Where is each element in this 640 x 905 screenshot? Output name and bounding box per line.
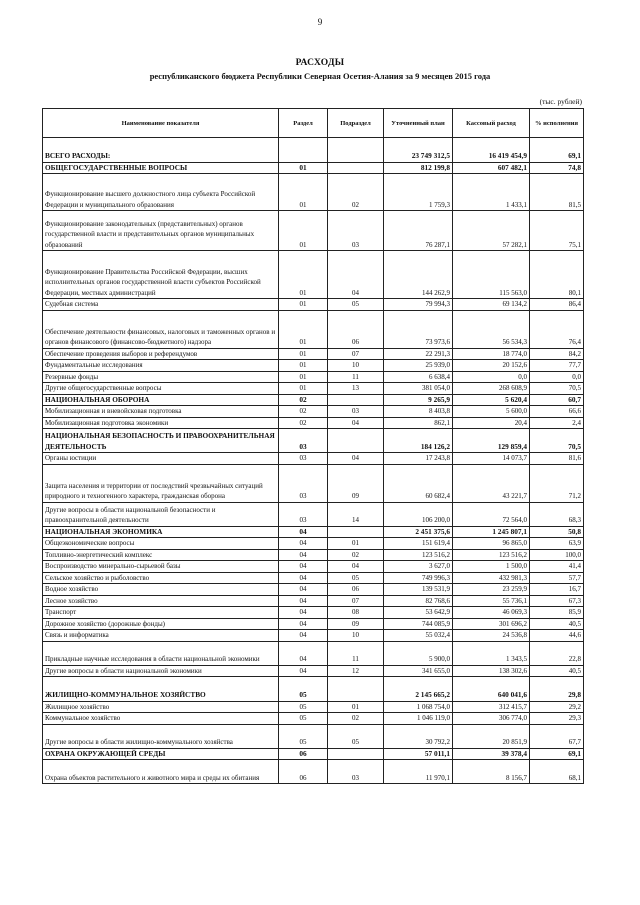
cell-section: 03 — [279, 464, 328, 502]
cell-actual: 129 859,4 — [453, 429, 530, 453]
table-row — [43, 394, 584, 406]
cell-plan: 53 642,9 — [384, 607, 453, 619]
cell-percent: 16,7 — [530, 584, 584, 596]
cell-actual: 24 536,8 — [453, 630, 530, 642]
cell-name: Обеспечение проведения выборов и референдумов — [43, 348, 279, 360]
cell-name: НАЦИОНАЛЬНАЯ ЭКОНОМИКА — [43, 526, 279, 538]
document-subtitle: республиканского бюджета Республики Северная Осетия-Алания за 9 месяцев 2015 года — [149, 71, 491, 81]
cell-subsection: 02 — [328, 713, 384, 725]
cell-percent: 74,8 — [530, 162, 584, 174]
cell-percent: 29,8 — [530, 677, 584, 702]
cell-section: 06 — [279, 748, 328, 760]
table-row — [43, 724, 584, 748]
cell-name: Охрана объектов растительного и животного мира и среды их обитания — [43, 760, 279, 784]
document-title: РАСХОДЫ — [295, 58, 345, 68]
cell-name: Сельское хозяйство и рыболовство — [43, 572, 279, 584]
cell-percent: 40,5 — [530, 618, 584, 630]
cell-subsection: 04 — [328, 453, 384, 465]
table-row — [43, 538, 584, 550]
cell-actual: 96 865,0 — [453, 538, 530, 550]
table-row — [43, 453, 584, 465]
cell-name: Другие вопросы в области национальной экономики — [43, 665, 279, 677]
cell-subsection: 02 — [328, 549, 384, 561]
cell-plan: 76 287,1 — [384, 211, 453, 251]
cell-plan: 82 768,6 — [384, 595, 453, 607]
cell-subsection: 10 — [328, 630, 384, 642]
cell-plan: 8 403,8 — [384, 406, 453, 418]
cell-plan: 1 046 119,0 — [384, 713, 453, 725]
cell-name: Другие вопросы в области жилищно-коммунального хозяйства — [43, 724, 279, 748]
expenditure-table — [42, 108, 584, 784]
cell-percent: 68,1 — [530, 760, 584, 784]
cell-name: Функционирование законодательных (представительных) органов государственной власти и представительных органов муниципальных образований — [43, 211, 279, 251]
cell-percent: 60,7 — [530, 394, 584, 406]
cell-actual: 268 608,9 — [453, 383, 530, 395]
cell-section: 04 — [279, 538, 328, 550]
cell-plan: 22 291,3 — [384, 348, 453, 360]
cell-name: Другие вопросы в области национальной безопасности и правоохранительной деятельности — [43, 502, 279, 526]
cell-percent: 71,2 — [530, 464, 584, 502]
table-row — [43, 464, 584, 502]
cell-plan: 17 243,8 — [384, 453, 453, 465]
cell-subsection: 13 — [328, 383, 384, 395]
cell-name: Дорожное хозяйство (дорожные фонды) — [43, 618, 279, 630]
cell-plan: 5 900,0 — [384, 641, 453, 665]
cell-percent: 22,8 — [530, 641, 584, 665]
cell-actual: 56 534,3 — [453, 310, 530, 348]
cell-name: Резервные фонды — [43, 371, 279, 383]
cell-percent: 75,1 — [530, 211, 584, 251]
cell-plan: 73 973,6 — [384, 310, 453, 348]
cell-subsection: 05 — [328, 299, 384, 311]
cell-percent: 63,9 — [530, 538, 584, 550]
table-row — [43, 348, 584, 360]
cell-actual: 14 073,7 — [453, 453, 530, 465]
cell-actual: 55 736,1 — [453, 595, 530, 607]
cell-subsection: 02 — [328, 174, 384, 211]
cell-percent: 69,1 — [530, 748, 584, 760]
table-row — [43, 251, 584, 299]
cell-actual: 43 221,7 — [453, 464, 530, 502]
cell-percent: 41,4 — [530, 561, 584, 573]
cell-percent: 81,6 — [530, 453, 584, 465]
cell-percent: 57,7 — [530, 572, 584, 584]
cell-actual: 301 696,2 — [453, 618, 530, 630]
cell-plan: 341 655,0 — [384, 665, 453, 677]
cell-actual: 640 041,6 — [453, 677, 530, 702]
cell-section: 01 — [279, 310, 328, 348]
table-row — [43, 310, 584, 348]
cell-plan: 25 939,0 — [384, 360, 453, 372]
col-header-actual: Кассовый расход — [453, 109, 530, 138]
cell-plan: 381 054,0 — [384, 383, 453, 395]
cell-subsection: 07 — [328, 595, 384, 607]
table-row — [43, 760, 584, 784]
cell-plan: 749 996,3 — [384, 572, 453, 584]
table-row — [43, 526, 584, 538]
cell-plan: 2 451 375,6 — [384, 526, 453, 538]
cell-percent: 2,4 — [530, 417, 584, 429]
cell-section: 06 — [279, 760, 328, 784]
cell-actual: 72 564,0 — [453, 502, 530, 526]
cell-name: Фундаментальные исследования — [43, 360, 279, 372]
cell-actual: 23 259,9 — [453, 584, 530, 596]
cell-percent: 86,4 — [530, 299, 584, 311]
cell-plan: 11 970,1 — [384, 760, 453, 784]
col-header-section: Раздел — [279, 109, 328, 138]
cell-actual: 46 069,3 — [453, 607, 530, 619]
cell-name: Прикладные научные исследования в области национальной экономики — [43, 641, 279, 665]
table-row — [43, 138, 584, 163]
cell-actual: 1 343,5 — [453, 641, 530, 665]
cell-section: 04 — [279, 618, 328, 630]
cell-plan: 9 265,9 — [384, 394, 453, 406]
cell-plan: 144 262,9 — [384, 251, 453, 299]
cell-name: Водное хозяйство — [43, 584, 279, 596]
table-row — [43, 429, 584, 453]
cell-section: 01 — [279, 360, 328, 372]
cell-percent: 67,7 — [530, 724, 584, 748]
cell-name: Мобилизационная подготовка экономики — [43, 417, 279, 429]
cell-plan: 3 627,0 — [384, 561, 453, 573]
cell-percent: 70,5 — [530, 383, 584, 395]
table-row — [43, 417, 584, 429]
cell-subsection: 03 — [328, 211, 384, 251]
cell-subsection — [328, 526, 384, 538]
cell-section: 04 — [279, 549, 328, 561]
cell-percent: 29,2 — [530, 701, 584, 713]
cell-actual: 312 415,7 — [453, 701, 530, 713]
cell-section: 01 — [279, 162, 328, 174]
cell-percent: 84,2 — [530, 348, 584, 360]
cell-actual: 57 282,1 — [453, 211, 530, 251]
cell-name: Мобилизационная и вневойсковая подготовка — [43, 406, 279, 418]
table-row — [43, 713, 584, 725]
cell-section: 04 — [279, 595, 328, 607]
cell-name: Топливно-энергетический комплекс — [43, 549, 279, 561]
cell-actual: 0,0 — [453, 371, 530, 383]
table-row — [43, 502, 584, 526]
cell-subsection: 11 — [328, 641, 384, 665]
col-header-subsection: Подраздел — [328, 109, 384, 138]
cell-plan: 1 068 754,0 — [384, 701, 453, 713]
cell-subsection: 07 — [328, 348, 384, 360]
cell-section: 04 — [279, 630, 328, 642]
table-row — [43, 630, 584, 642]
cell-subsection: 01 — [328, 538, 384, 550]
cell-name: Органы юстиции — [43, 453, 279, 465]
cell-actual: 39 378,4 — [453, 748, 530, 760]
cell-section: 04 — [279, 607, 328, 619]
cell-section: 04 — [279, 584, 328, 596]
cell-subsection: 12 — [328, 665, 384, 677]
cell-subsection — [328, 429, 384, 453]
cell-percent: 77,7 — [530, 360, 584, 372]
table-row — [43, 618, 584, 630]
cell-percent: 85,9 — [530, 607, 584, 619]
cell-subsection — [328, 394, 384, 406]
cell-percent: 29,3 — [530, 713, 584, 725]
table-row — [43, 641, 584, 665]
cell-actual: 115 563,0 — [453, 251, 530, 299]
cell-plan: 55 032,4 — [384, 630, 453, 642]
cell-actual: 20,4 — [453, 417, 530, 429]
cell-percent: 68,3 — [530, 502, 584, 526]
table-row — [43, 607, 584, 619]
cell-plan: 151 619,4 — [384, 538, 453, 550]
cell-subsection: 08 — [328, 607, 384, 619]
cell-plan: 812 199,8 — [384, 162, 453, 174]
cell-subsection: 04 — [328, 251, 384, 299]
cell-percent: 67,3 — [530, 595, 584, 607]
cell-percent: 66,6 — [530, 406, 584, 418]
table-row — [43, 584, 584, 596]
cell-name: Функционирование Правительства Российской Федерации, высших исполнительных органов государственной власти субъектов Российской Федерации, местных администраций — [43, 251, 279, 299]
cell-name: Лесное хозяйство — [43, 595, 279, 607]
cell-percent: 70,5 — [530, 429, 584, 453]
cell-name: Общеэкономические вопросы — [43, 538, 279, 550]
table-row — [43, 299, 584, 311]
table-row — [43, 561, 584, 573]
cell-percent: 69,1 — [530, 138, 584, 163]
cell-name: Связь и информатика — [43, 630, 279, 642]
col-header-plan: Уточненный план — [384, 109, 453, 138]
table-header-row — [43, 109, 584, 138]
cell-name: Другие общегосударственные вопросы — [43, 383, 279, 395]
cell-subsection: 03 — [328, 406, 384, 418]
cell-name: Коммунальное хозяйство — [43, 713, 279, 725]
cell-actual: 16 419 454,9 — [453, 138, 530, 163]
cell-subsection: 04 — [328, 417, 384, 429]
cell-percent: 80,1 — [530, 251, 584, 299]
cell-actual: 432 981,3 — [453, 572, 530, 584]
table-row — [43, 174, 584, 211]
cell-name: Функционирование высшего должностного лица субъекта Российской Федерации и муниципального образования — [43, 174, 279, 211]
table-row — [43, 360, 584, 372]
table-row — [43, 371, 584, 383]
cell-actual: 8 156,7 — [453, 760, 530, 784]
cell-plan: 1 759,3 — [384, 174, 453, 211]
table-row — [43, 383, 584, 395]
cell-actual: 69 134,2 — [453, 299, 530, 311]
cell-percent: 100,0 — [530, 549, 584, 561]
col-header-name: Наименование показателя — [43, 109, 279, 138]
cell-section: 05 — [279, 701, 328, 713]
cell-section: 04 — [279, 665, 328, 677]
cell-subsection — [328, 138, 384, 163]
cell-section: 01 — [279, 211, 328, 251]
table-row — [43, 665, 584, 677]
cell-subsection: 03 — [328, 760, 384, 784]
cell-name: ВСЕГО РАСХОДЫ: — [43, 138, 279, 163]
cell-percent: 44,6 — [530, 630, 584, 642]
table-row — [43, 406, 584, 418]
cell-section: 05 — [279, 724, 328, 748]
cell-actual: 1 433,1 — [453, 174, 530, 211]
cell-section: 02 — [279, 417, 328, 429]
cell-actual: 5 600,0 — [453, 406, 530, 418]
cell-section: 01 — [279, 348, 328, 360]
cell-section: 04 — [279, 561, 328, 573]
cell-subsection — [328, 677, 384, 702]
table-row — [43, 677, 584, 702]
cell-section — [279, 138, 328, 163]
cell-plan: 106 200,0 — [384, 502, 453, 526]
cell-name: ЖИЛИЩНО-КОММУНАЛЬНОЕ ХОЗЯЙСТВО — [43, 677, 279, 702]
table-row — [43, 162, 584, 174]
table-row — [43, 549, 584, 561]
cell-name: Защита населения и территории от последствий чрезвычайных ситуаций природного и техногенного характера, гражданская оборона — [43, 464, 279, 502]
cell-name: Жилищное хозяйство — [43, 701, 279, 713]
cell-section: 02 — [279, 394, 328, 406]
cell-subsection — [328, 162, 384, 174]
cell-subsection: 01 — [328, 701, 384, 713]
cell-section: 03 — [279, 429, 328, 453]
cell-section: 04 — [279, 526, 328, 538]
cell-subsection: 06 — [328, 310, 384, 348]
cell-section: 01 — [279, 251, 328, 299]
cell-actual: 5 620,4 — [453, 394, 530, 406]
cell-plan: 23 749 312,5 — [384, 138, 453, 163]
col-header-percent: % исполнения — [530, 109, 584, 138]
cell-section: 01 — [279, 371, 328, 383]
cell-actual: 20 152,6 — [453, 360, 530, 372]
cell-name: НАЦИОНАЛЬНАЯ БЕЗОПАСНОСТЬ И ПРАВООХРАНИТЕЛЬНАЯ ДЕЯТЕЛЬНОСТЬ — [43, 429, 279, 453]
cell-subsection: 05 — [328, 724, 384, 748]
table-row — [43, 595, 584, 607]
cell-actual: 306 774,0 — [453, 713, 530, 725]
cell-section: 03 — [279, 453, 328, 465]
cell-section: 01 — [279, 299, 328, 311]
table-row — [43, 572, 584, 584]
table-row — [43, 211, 584, 251]
cell-section: 02 — [279, 406, 328, 418]
cell-actual: 18 774,0 — [453, 348, 530, 360]
table-row — [43, 748, 584, 760]
page-number: 9 — [317, 17, 323, 27]
cell-plan: 862,1 — [384, 417, 453, 429]
cell-actual: 138 302,6 — [453, 665, 530, 677]
cell-name: НАЦИОНАЛЬНАЯ ОБОРОНА — [43, 394, 279, 406]
cell-plan: 6 638,4 — [384, 371, 453, 383]
cell-plan: 123 516,2 — [384, 549, 453, 561]
cell-section: 05 — [279, 677, 328, 702]
cell-section: 04 — [279, 572, 328, 584]
cell-percent: 81,5 — [530, 174, 584, 211]
cell-section: 04 — [279, 641, 328, 665]
cell-percent: 76,4 — [530, 310, 584, 348]
cell-section: 01 — [279, 174, 328, 211]
units-note: (тыс. рублей) — [539, 97, 582, 106]
cell-subsection: 09 — [328, 464, 384, 502]
cell-name: Воспроизводство минерально-сырьевой базы — [43, 561, 279, 573]
cell-name: ОБЩЕГОСУДАРСТВЕННЫЕ ВОПРОСЫ — [43, 162, 279, 174]
cell-percent: 40,5 — [530, 665, 584, 677]
cell-subsection: 05 — [328, 572, 384, 584]
cell-percent: 0,0 — [530, 371, 584, 383]
cell-plan: 57 011,1 — [384, 748, 453, 760]
cell-section: 01 — [279, 383, 328, 395]
cell-actual: 607 482,1 — [453, 162, 530, 174]
cell-subsection: 14 — [328, 502, 384, 526]
cell-name: Транспорт — [43, 607, 279, 619]
cell-subsection: 11 — [328, 371, 384, 383]
cell-actual: 1 500,0 — [453, 561, 530, 573]
cell-subsection: 10 — [328, 360, 384, 372]
cell-plan: 744 085,9 — [384, 618, 453, 630]
cell-subsection: 04 — [328, 561, 384, 573]
cell-name: Обеспечение деятельности финансовых, налоговых и таможенных органов и органов финансового (финансово-бюджетного) надзора — [43, 310, 279, 348]
cell-percent: 50,8 — [530, 526, 584, 538]
table-row — [43, 701, 584, 713]
cell-subsection: 09 — [328, 618, 384, 630]
cell-plan: 79 994,3 — [384, 299, 453, 311]
cell-plan: 139 531,9 — [384, 584, 453, 596]
table-body — [43, 138, 584, 784]
cell-section: 05 — [279, 713, 328, 725]
cell-section: 03 — [279, 502, 328, 526]
cell-actual: 20 851,9 — [453, 724, 530, 748]
cell-plan: 60 682,4 — [384, 464, 453, 502]
cell-subsection — [328, 748, 384, 760]
cell-plan: 30 792,2 — [384, 724, 453, 748]
cell-plan: 184 126,2 — [384, 429, 453, 453]
cell-subsection: 06 — [328, 584, 384, 596]
cell-plan: 2 145 665,2 — [384, 677, 453, 702]
cell-name: Судебная система — [43, 299, 279, 311]
cell-actual: 123 516,2 — [453, 549, 530, 561]
cell-actual: 1 245 807,1 — [453, 526, 530, 538]
cell-name: ОХРАНА ОКРУЖАЮЩЕЙ СРЕДЫ — [43, 748, 279, 760]
